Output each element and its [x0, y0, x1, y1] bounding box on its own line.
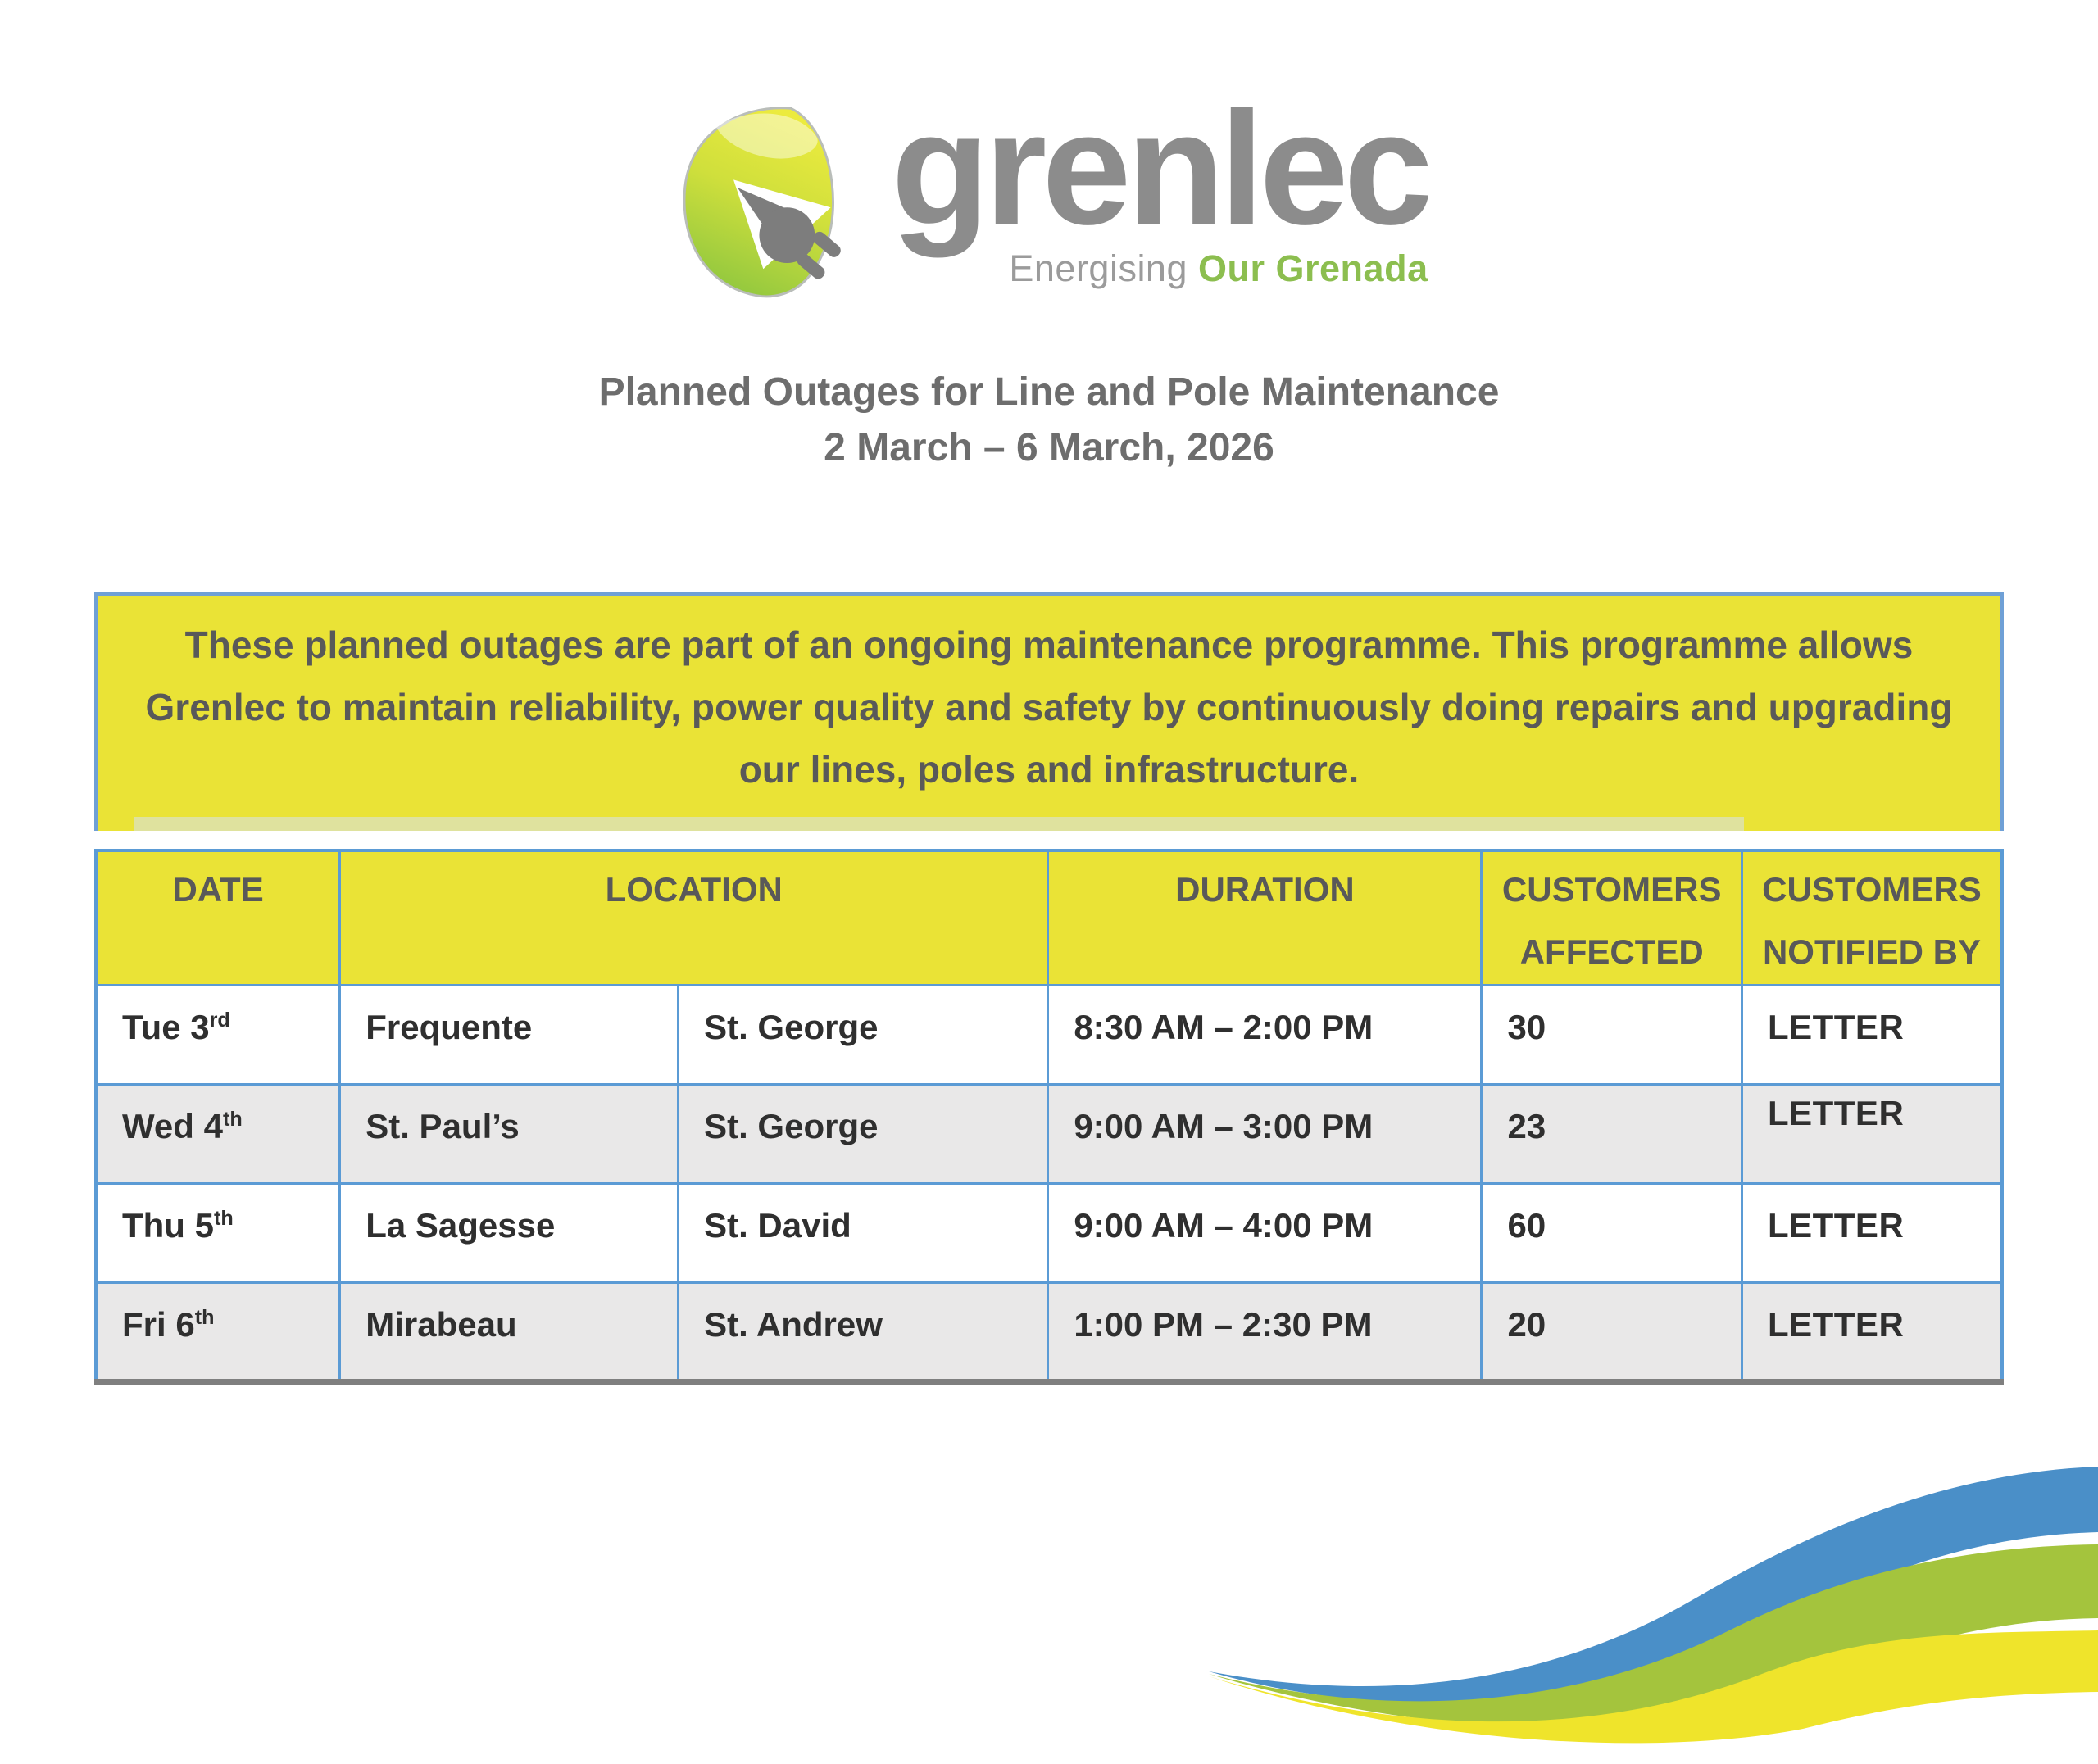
tagline-green-part: Our Grenada: [1198, 247, 1428, 289]
table-row: [96, 1184, 2002, 1283]
brand-wordmark: grenlec: [891, 79, 1428, 258]
date-ordinal: th: [214, 1207, 234, 1230]
customers-affected-value: 23: [1482, 1085, 1742, 1184]
outage-duration: 9:00 AM – 4:00 PM: [1048, 1184, 1482, 1283]
outage-date: Wed 4th: [96, 1085, 340, 1184]
notified-by-value: LETTER: [1742, 1085, 2002, 1184]
outage-duration: 8:30 AM – 2:00 PM: [1048, 986, 1482, 1085]
divider-strip: [134, 817, 1744, 831]
tagline-gray-part: Energising: [1009, 247, 1188, 289]
table-row: [96, 1085, 2002, 1184]
header-customers-affected: CUSTOMERS AFFECTED: [1482, 850, 1742, 986]
grenlec-logo: [0, 0, 2098, 301]
notified-by-value: LETTER: [1742, 986, 2002, 1085]
planned-outages-table: [94, 849, 2004, 1385]
outage-location: Frequente: [340, 986, 679, 1085]
header-duration: DURATION: [1048, 850, 1482, 986]
table-row: [96, 986, 2002, 1085]
document-title: [0, 365, 2098, 476]
header-customers-notified: CUSTOMERS NOTIFIED BY: [1742, 850, 2002, 986]
table-header-row: [96, 850, 2002, 986]
customers-affected-value: 60: [1482, 1184, 1742, 1283]
date-ordinal: rd: [209, 1009, 230, 1032]
brand-tagline: [1009, 247, 1428, 290]
logo-text: [891, 79, 1428, 290]
outage-date: Tue 3rd: [96, 986, 340, 1085]
outage-parish: St. Andrew: [679, 1283, 1048, 1382]
outage-location: La Sagesse: [340, 1184, 679, 1283]
notified-by-value: LETTER: [1742, 1283, 2002, 1382]
outage-duration: 1:00 PM – 2:30 PM: [1048, 1283, 1482, 1382]
maintenance-notice-text: These planned outages are part of an ongoing maintenance programme. This programme allows Grenlec to maintain reliability, power quality and safety by continuously doing repairs and upgrading our lines, poles and infrastructure.: [145, 624, 1953, 791]
outage-duration: 9:00 AM – 3:00 PM: [1048, 1085, 1482, 1184]
header-date: DATE: [96, 850, 340, 986]
outage-parish: St. George: [679, 1085, 1048, 1184]
notified-by-value: LETTER: [1742, 1184, 2002, 1283]
outage-parish: St. David: [679, 1184, 1048, 1283]
date-ordinal: th: [194, 1306, 215, 1329]
date-ordinal: th: [222, 1108, 243, 1131]
outage-date: Thu 5th: [96, 1184, 340, 1283]
header-location: LOCATION: [340, 850, 1048, 986]
outage-date: Fri 6th: [96, 1283, 340, 1382]
grenlec-leaf-plug-icon: [670, 102, 873, 301]
outage-parish: St. George: [679, 986, 1048, 1085]
customers-affected-value: 20: [1482, 1283, 1742, 1382]
maintenance-notice-box: [94, 592, 2004, 831]
title-line-2: 2 March – 6 March, 2026: [824, 426, 1274, 469]
title-line-1: Planned Outages for Line and Pole Maintenance: [598, 370, 1500, 414]
outage-location: St. Paul’s: [340, 1085, 679, 1184]
outage-location: Mirabeau: [340, 1283, 679, 1382]
brand-wave-graphic: [1197, 1413, 2098, 1764]
customers-affected-value: 30: [1482, 986, 1742, 1085]
table-row: [96, 1283, 2002, 1382]
